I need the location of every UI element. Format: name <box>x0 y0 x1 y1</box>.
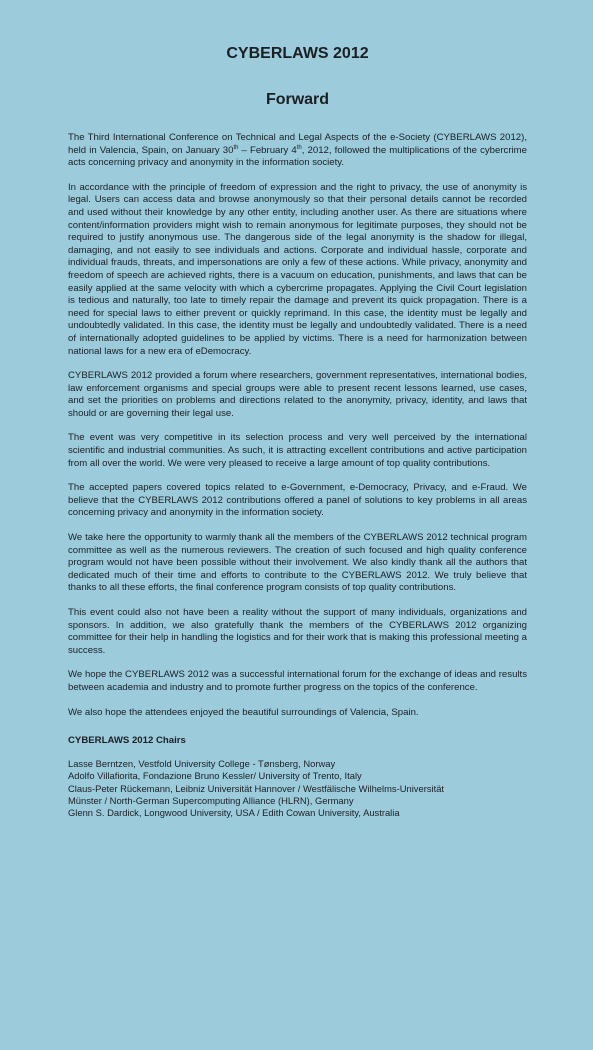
intro-sup-1: th <box>233 144 239 151</box>
chair-line: Glenn S. Dardick, Longwood University, USA / Edith Cowan University, Australia <box>68 807 400 819</box>
intro-paragraph <box>68 132 527 170</box>
paragraph-topics: The accepted papers covered topics related to e-Government, e-Democracy, Privacy, and e-Fraud. We believe that the CYBERLAWS 2012 contributions offered a panel of solutions to key problems in all areas concerning privacy and anonymity in the information society. <box>68 482 527 519</box>
paragraph-anonymity: In accordance with the principle of freedom of expression and the right to privacy, the use of anonymity is legal. Users can access data and browse anonymously so that their personal details cannot be recorded and used without their knowledge by any other entity, including another user. As there are situations where content/information providers might wish to remain anonymous for legitimate purposes, they should not be required to justify anonymous use. The dangerous side of the legal anonymity is the shadow for illegal, damaging, and not easily to see individuals and actions. Corporate and individual hassle, corporate and individual frauds, threats, and impersonations are only a few of these actions. While privacy, anonymity and freedom of speech are achieved rights, there is a vacuum on education, punishments, and laws that can be easily applied at the same velocity with which a cybercrime propagates. Applying the Civil Court legislation is tedious and naturally, too late to timely repair the damage and prevent its quick propagation. There is a need for special laws to either prevent or quickly reprimand. In this case, the identity must be legally and undoubtedly validated. In this case, the identity must be legally and undoubtedly validated. There is a need of internationally adopted guidelines to be applied by victims. There is a need for harmonization between national laws for a new era of eDemocracy. <box>68 181 527 357</box>
chair-line: Claus-Peter Rückemann, Leibniz Universität Hannover / Westfälische Wilhelms-Universität <box>68 782 445 794</box>
paragraph-thanks: We take here the opportunity to warmly thank all the members of the CYBERLAWS 2012 technical program committee as well as the numerous reviewers. The creation of such focused and high quality conference program would not have been possible without their involvement. We also kindly thank all the authors that dedicated much of their time and efforts to contribute to the CYBERLAWS 2012. We truly believe that thanks to all these efforts, the final conference program consists of top quality contributions. <box>68 532 527 594</box>
intro-text-3: , 2012, followed the multiplications of the cybercrime acts concerning privacy and anonymity in the information society. <box>68 144 527 169</box>
chairs-heading: CYBERLAWS 2012 Chairs <box>68 735 186 747</box>
intro-text-1: The Third International Conference on Technical and Legal Aspects of the e-Society (CYBERLAWS 2012), held in Valencia, Spain, on January 30 <box>68 132 527 156</box>
section-title: Forward <box>265 91 330 108</box>
chair-line: Adolfo Villafiorita, Fondazione Bruno Kessler/ University of Trento, Italy <box>68 770 362 782</box>
chair-line: Münster / North-German Supercomputing Alliance (HLRN), Germany <box>68 794 354 806</box>
document-title: CYBERLAWS 2012 <box>226 45 369 62</box>
paragraph-valencia: We also hope the attendees enjoyed the beautiful surroundings of Valencia, Spain. <box>68 706 419 718</box>
paragraph-forum: CYBERLAWS 2012 provided a forum where researchers, government representatives, international bodies, law enforcement organisms and special groups were able to present recent lessons learned, use cases, and set the priorities on problems and directions related to the anonymity, privacy, identity, and laws that should or are governing their legal use. <box>68 370 527 419</box>
paragraph-selection: The event was very competitive in its selection process and very well perceived by the international scientific and industrial communities. As such, it is attracting excellent contributions and active participation from all over the world. We were very pleased to receive a large amount of top quality contributions. <box>68 432 527 469</box>
paragraph-support: This event could also not have been a reality without the support of many individuals, organizations and sponsors. In addition, we also gratefully thank the members of the CYBERLAWS 2012 organizing committee for their help in handling the logistics and for their work that is making this professional meeting a success. <box>68 607 527 656</box>
intro-text-2: – February 4 <box>238 144 297 156</box>
chairs-list <box>68 758 527 820</box>
intro-sup-2: th <box>296 144 302 151</box>
paragraph-hope: We hope the CYBERLAWS 2012 was a successful international forum for the exchange of ideas and results between academia and industry and to promote further progress on the topics of the conference. <box>68 669 527 693</box>
chair-line: Lasse Berntzen, Vestfold University College - Tønsberg, Norway <box>68 757 336 769</box>
